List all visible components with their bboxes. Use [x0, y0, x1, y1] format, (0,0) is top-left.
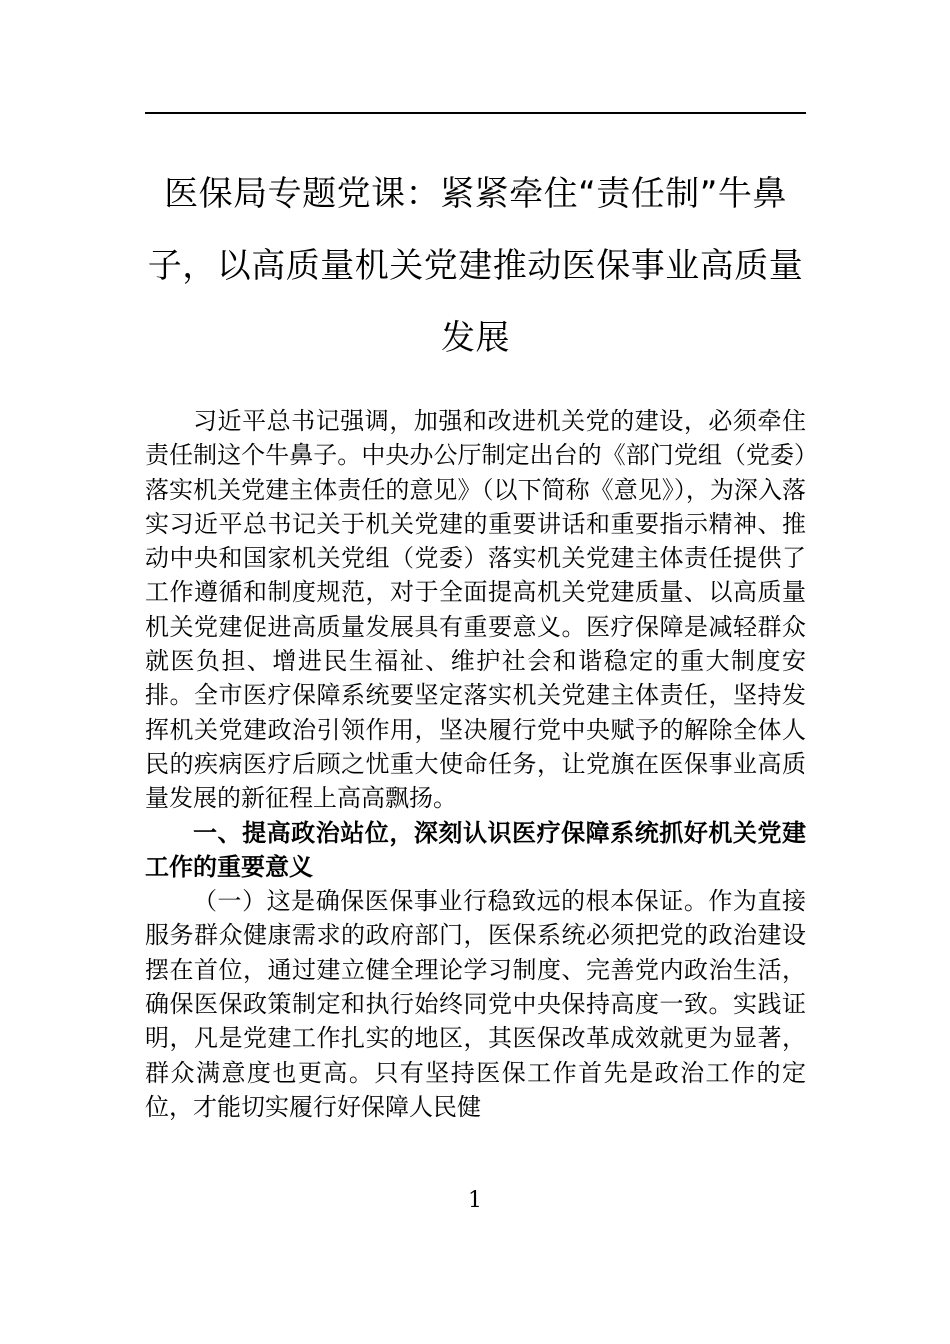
intro-paragraph: 习近平总书记强调，加强和改进机关党的建设，必须牵住责任制这个牛鼻子。中央办公厅制定出台的《部门党组（党委）落实机关党建主体责任的意见》（以下简称《意见》），为深入落实习近平总书记关于机关党建的重要讲话和重要指示精神、推动中央和国家机关党组（党委）落实机关党建主体责任提供了工作遵循和制度规范，对于全面提高机关党建质量、以高质量机关党建促进高质量发展具有重要意义。医疗保障是减轻群众就医负担、增进民生福祉、维护社会和谐稳定的重大制度安排。全市医疗保障系统要坚定落实机关党建主体责任，坚持发挥机关党建政治引领作用，坚决履行党中央赋予的解除全体人民的疾病医疗后顾之忧重大使命任务，让党旗在医保事业高质量发展的新征程上高高飘扬。: [145, 407, 806, 813]
header-rule: [145, 112, 806, 114]
subsection-paragraph-1: （一）这是确保医保事业行稳致远的根本保证。作为直接服务群众健康需求的政府部门，医保系统必须把党的政治建设摆在首位，通过建立健全理论学习制度、完善党内政治生活，确保医保政策制定和执行始终同党中央保持高度一致。实践证明，凡是党建工作扎实的地区，其医保改革成效就更为显著，群众满意度也更高。只有坚持医保工作首先是政治工作的定位，才能切实履行好保障人民健: [145, 887, 806, 1121]
page-number: 1: [468, 1188, 482, 1213]
document-title: 医保局专题党课：紧紧牵住“责任制”牛鼻子，以高质量机关党建推动医保事业高质量发展: [147, 174, 804, 358]
document-body: [145, 404, 806, 1124]
section-heading-1: 一、提高政治站位，深刻认识医疗保障系统抓好机关党建工作的重要意义: [145, 818, 806, 881]
